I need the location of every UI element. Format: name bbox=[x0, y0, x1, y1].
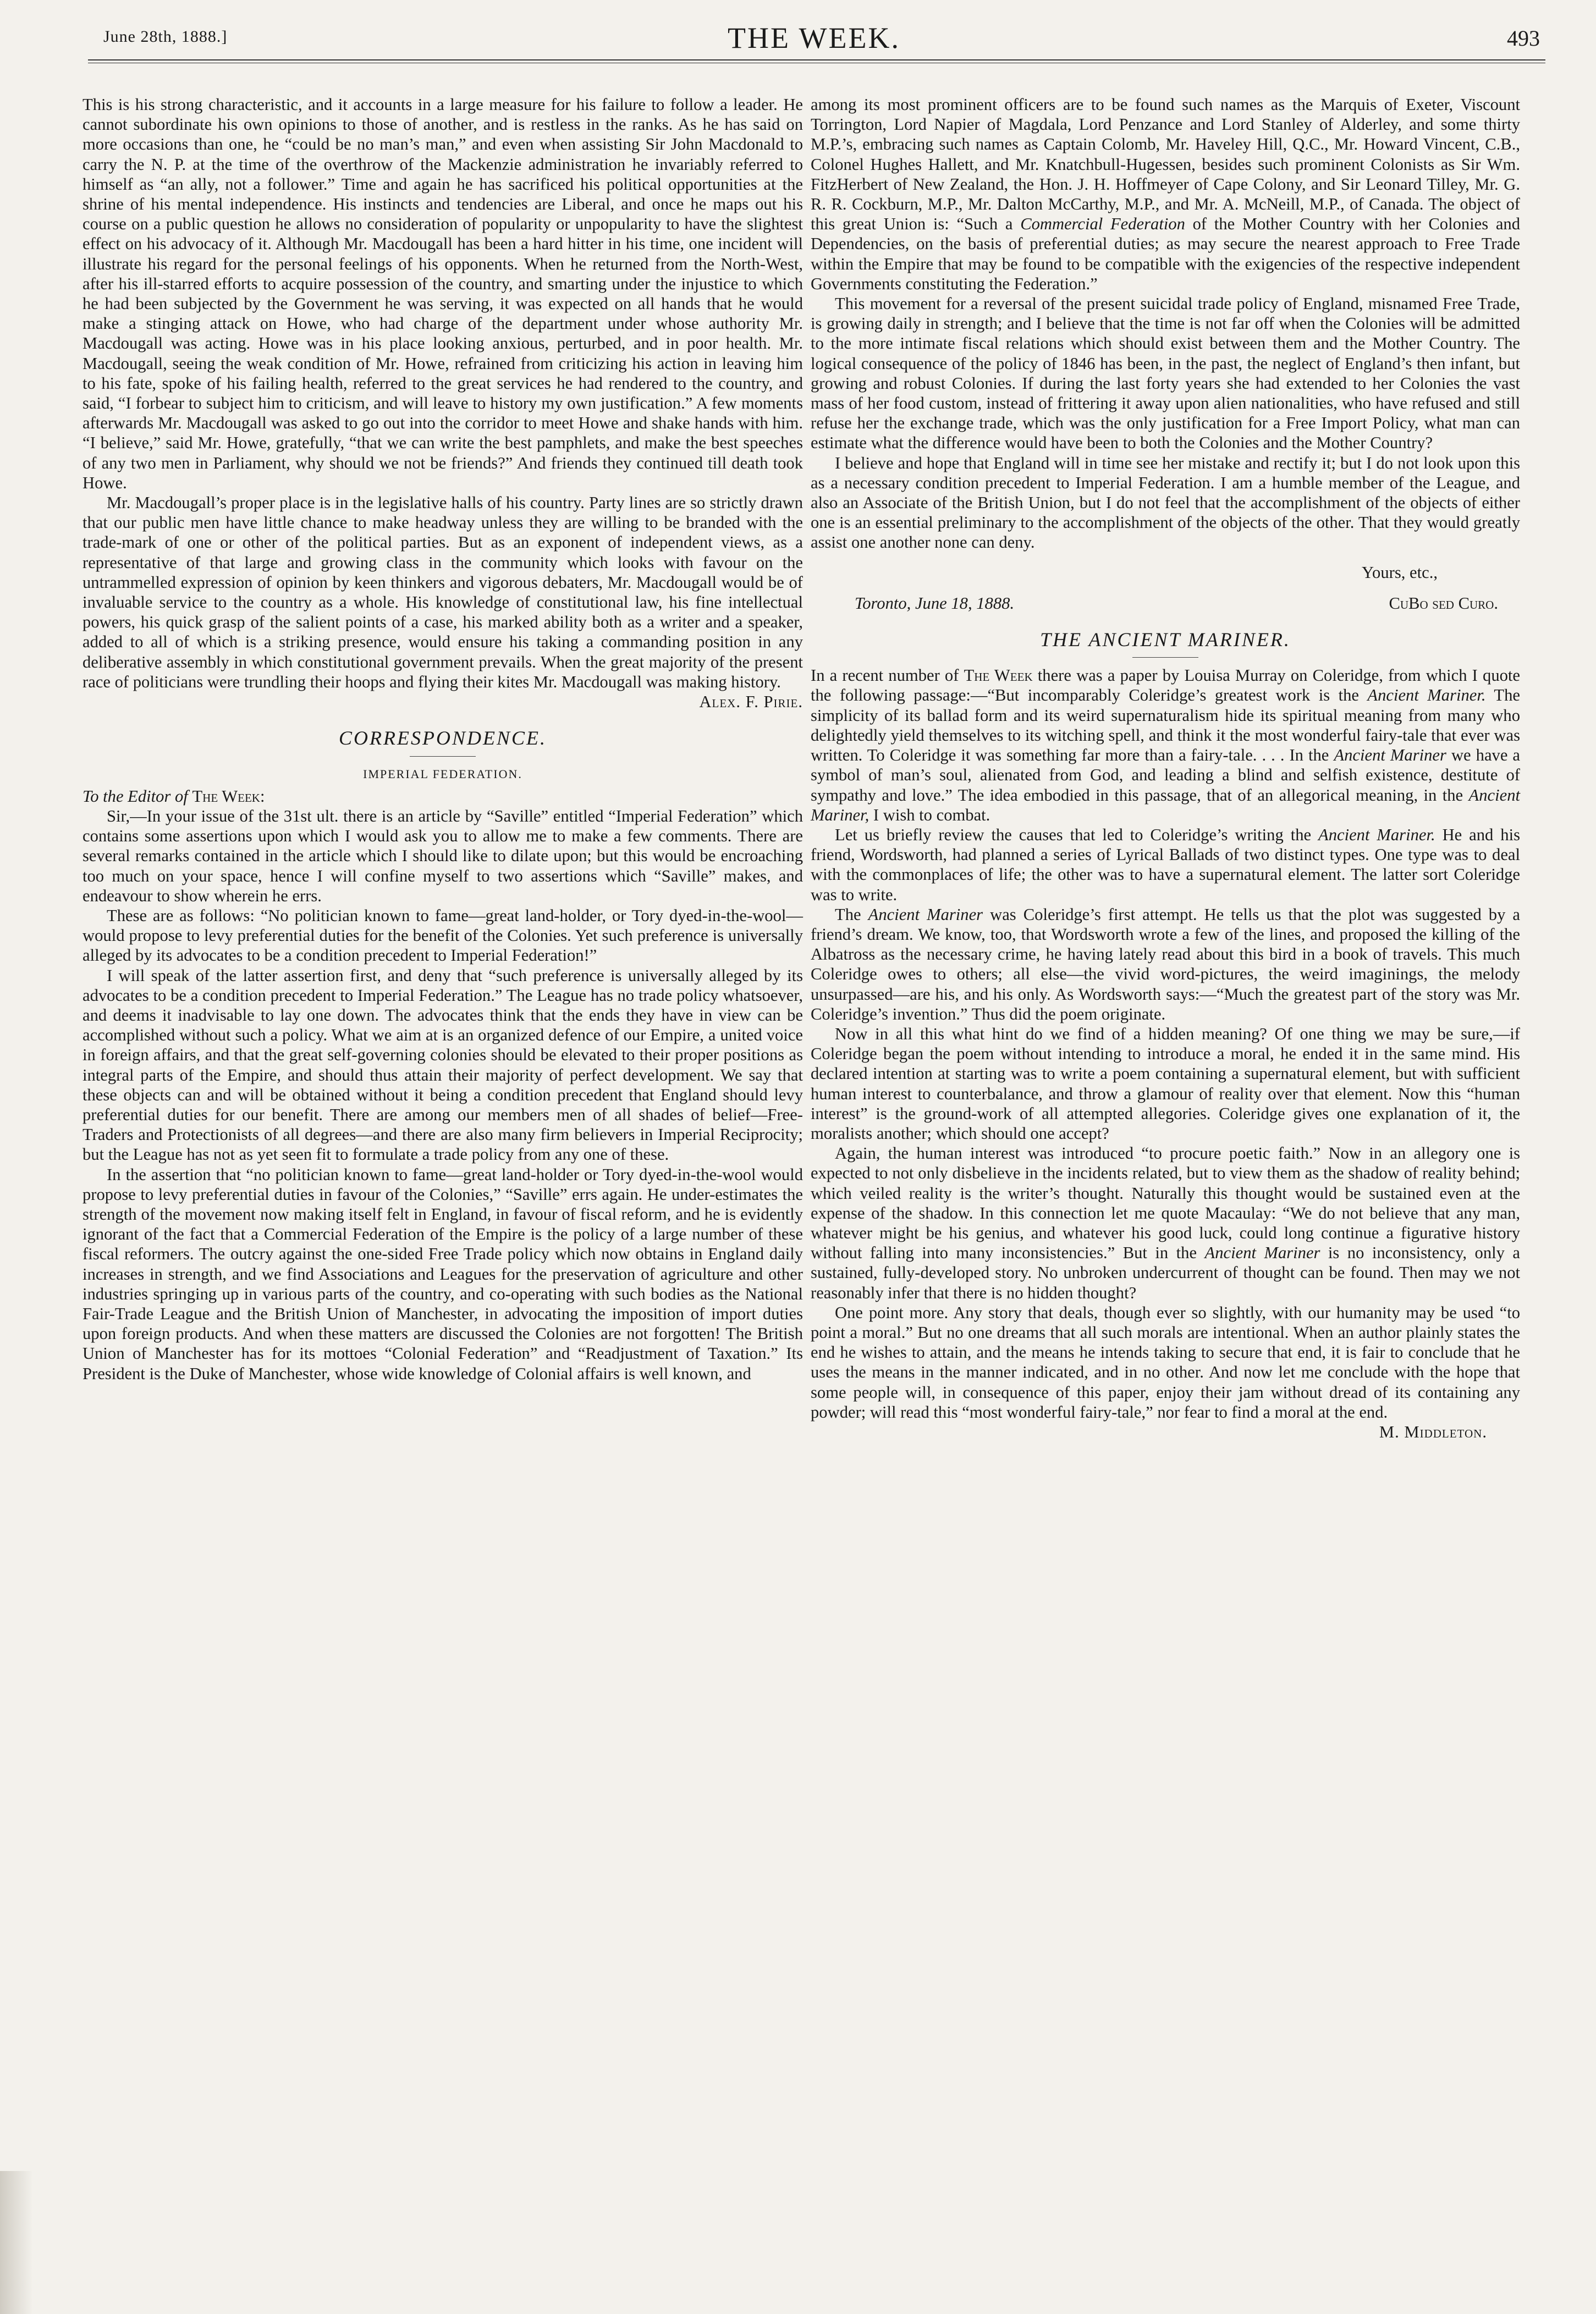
section-rule bbox=[410, 756, 476, 757]
section-title-ancient-mariner: THE ANCIENT MARINER. bbox=[1040, 629, 1291, 651]
letter-paragraph: I will speak of the latter assertion first, and deny that “such preference is universally alleged by its advocates to be a condition precedent to Imperial Federation.” The League has no trade policy whatsoever, and deems it inadvisable to lay one down. The advocates think that the ends they have in view can be accomplished without such a policy. What we aim at is an organized defence of our Empire, a united voice in foreign affairs, and that the great self-governing colonies should be elevated to their proper positions as integral parts of the Empire, and should thus attain their majority of perfect development. We say that these objects can and will be obtained without it being a condition precedent that England should levy preferential duties for our benefit. There are among our members men of all shades of belief—Free-Traders and Protectionists of all degrees—and there are also many firm believers in Imperial Reciprocity; but the League has not as yet seen fit to formulate a trade policy from any one of these. bbox=[82, 966, 803, 1164]
page-edge-shadow bbox=[0, 2171, 33, 2314]
letter-paragraph: I believe and hope that England will in time see her mistake and rectify it; but I do not look upon this as a necessary condition precedent to Imperial Federation. I am a humble member of the League, and also an Associate of the British Union, but I do not feel that the accomplishment of the objects of either one is an essential preliminary to the accomplishment of the objects of the other. That they would greatly assist one another none can deny. bbox=[811, 453, 1520, 552]
essay-paragraph: In a recent number of The Week there was a paper by Louisa Murray on Coleridge, from which I quote the following passage:—“But incomparably Coleridge’s greatest work is the Ancient Mariner. The simplicity of its ballad form and its weird supernaturalism hide its spiritual meaning from many who delightedly yield themselves to its witching spell, and think it the most wonderful fairy-tale that ever was written. To Coleridge it was something far more than a fairy-tale. . . . In the Ancient Mariner we have a symbol of man’s soul, alienated from God, and leading a blind and selfish existence, destitute of sympathy and love.” The idea embodied in this passage, that of an allegorical meaning, in the Ancient Mariner, I wish to combat. bbox=[811, 666, 1521, 824]
section-rule bbox=[1132, 657, 1198, 658]
masthead-title: THE WEEK. bbox=[728, 21, 900, 54]
letter-paragraph: These are as follows: “No politician known to fame—great land-holder, or Tory dyed-in-the-wool—would propose to levy preferential duties for the benefit of the Colonies. Yet such preference is universally alleged by its advocates to be a condition precedent to Imperial Federation!” bbox=[82, 906, 803, 965]
page-header bbox=[88, 21, 1540, 59]
letter-signature: CuBo sed Curo. bbox=[1389, 593, 1498, 613]
letter-place-date: Toronto, June 18, 1888. bbox=[855, 593, 1015, 613]
letter-subhead: IMPERIAL FEDERATION. bbox=[363, 767, 522, 781]
essay-paragraph: The Ancient Mariner was Coleridge’s first attempt. He tells us that the plot was suggested by a friend’s dream. We know, too, that Wordsworth wrote a few of the lines, and proposed the killing of the Albatross as the necessary crime, he having lately read about this bird in a book of travels. This much Coleridge owes to others; all else—the vivid word-pictures, the weird imaginings, the melody unsurpassed—are his, and his only. As Wordsworth says:—“Much the greatest part of the story was Mr. Coleridge’s invention.” Thus did the poem originate. bbox=[811, 905, 1521, 1023]
essay-signature: M. Middleton. bbox=[1379, 1423, 1487, 1441]
letter-salutation: To the Editor of The Week: bbox=[82, 786, 265, 806]
article-paragraph: Mr. Macdougall’s proper place is in the legislative halls of his country. Party lines are so strictly drawn that our public men have little chance to make headway unless they are willing to be branded with the trade-mark of one or other of the political parties. But as an exponent of independent views, as a representative of that large and growing class in the community which looks with favour on the untrammelled expression of opinion by keen thinkers and vigorous debaters, Mr. Macdougall would be of invaluable service to the country as a whole. His knowledge of constitutional law, his fine intellectual powers, his quick grasp of the salient points of a case, his marked ability both as a writer and a speaker, added to all of which is a striking presence, would ensure his taking a commanding position in any deliberative assembly in which constitutional government prevails. When the great majority of the present race of politicians were trundling their hoops and flying their kites Mr. Macdougall was making history. bbox=[82, 493, 803, 691]
left-column bbox=[82, 95, 803, 1384]
letter-paragraph: among its most prominent officers are to be found such names as the Marquis of Exeter, Viscount Torrington, Lord Napier of Magdala, Lord Penzance and Lord Stanley of Alderley, and some thirty M.P.’s, embracing such names as Captain Colomb, Mr. Haveley Hill, Q.C., Mr. Howard Vincent, C.B., Colonel Hughes Hallett, and Mr. Knatchbull-Hugessen, besides such prominent Colonists as Sir Wm. FitzHerbert of New Zealand, the Hon. J. H. Hoffmeyer of Cape Colony, and Sir Leonard Tilley, Mr. G. R. R. Cockburn, M.P., Mr. Dalton McCarthy, M.P., and Mr. A. McNeill, M.P., of Canada. The object of this great Union is: “Such a Commercial Federation of the Mother Country with her Colonies and Dependencies, on the basis of preferential duties; as may secure the nearest approach to Free Trade within the Empire that may be found to be compatible with the exigencies of the respective independent Governments constituting the Federation.” bbox=[811, 95, 1521, 293]
essay-paragraph: Let us briefly review the causes that led to Coleridge’s writing the Ancient Mariner. He and his friend, Wordsworth, had planned a series of Lyrical Ballads of two distinct types. One type was to deal with the commonplaces of life; the other was to have a supernatural element. The latter sort Coleridge was to write. bbox=[811, 825, 1520, 904]
article-signature: Alex. F. Pirie. bbox=[699, 692, 803, 712]
essay-paragraph: Now in all this what hint do we find of a hidden meaning? Of one thing we may be sure,—if Coleridge began the poem without intending to introduce a moral, he ended it in the same mind. His declared intention at starting was to write a poem containing a supernatural element, but with sufficient human interest to counterbalance, and throw a glamour of reality over that element. Now this “human interest” is the ground-work of all attempted allegories. Coleridge gives one explanation of it, the moralists another; which should one accept? bbox=[811, 1024, 1520, 1143]
article-paragraph: This is his strong characteristic, and it accounts in a large measure for his failure to follow a leader. He cannot subordinate his own opinions to those of another, and is restless in the ranks. As he has said on more occasions than one, he “could be no man’s man,” and even when assisting Sir John Macdonald to carry the N. P. at the time of the overthrow of the Mackenzie administration he invariably referred to himself as “an ally, not a follower.” Time and again he has sacrificed his political opportunities at the shrine of his mental independence. His instincts and tendencies are Liberal, and once he maps out his course on a public question he allows no consideration of popularity or unpopularity to have the slightest effect on his advocacy of it. Although Mr. Macdougall has been a hard hitter in his time, one incident will illustrate his regard for the personal feelings of his opponents. When he returned from the North-West, after his ill-starred efforts to acquire possession of the country, and smarting under the injustice to which he had been subjected by the Government he was serving, it was expected on all hands that he would make a stinging attack on Howe, who had charge of the department under whose authority Mr. Macdougall was acting. Howe was in his place looking anxious, perturbed, and in poor health. Mr. Macdougall, seeing the weak condition of Mr. Howe, refrained from criticizing his action in leaving him to his fate, spoke of his failing health, referred to the great services he had rendered to the country, and said, “I forbear to subject him to criticism, and will leave to history my own justification.” A few moments afterwards Mr. Macdougall was asked to go out into the corridor to meet Howe and shake hands with him. “I believe,” said Mr. Howe, gratefully, “that we can write the best pamphlets, and make the best speeches of any two men in Parliament, why should we not be friends?” And friends they continued till death took Howe. bbox=[82, 95, 803, 492]
letter-paragraph: Sir,—In your issue of the 31st ult. there is an article by “Saville” entitled “Imperial Federation” which contains some assertions upon which I would ask you to allow me to make a few comments. There are several remarks contained in the article which I should like to dilate upon; but this would be encroaching too much on your space, hence I will confine myself to two assertions which “Saville” makes, and endeavour to show wherein he errs. bbox=[82, 806, 803, 905]
letter-paragraph: In the assertion that “no politician known to fame—great land-holder or Tory dyed-in-the-wool would propose to levy preferential duties in favour of the Colonies,” “Saville” errs again. He under-estimates the strength of the movement now making itself felt in England, in favour of fiscal reform, and he is evidently ignorant of the fact that a Commercial Federation of the Empire is the policy of a large number of these fiscal reformers. The outcry against the one-sided Free Trade policy which now obtains in England daily increases in strength, and we find Associations and Leagues for the preservation of agriculture and other industries springing up in various parts of the country, and co-operating with such bodies as the National Fair-Trade League and the British Union of Manchester, in advocating the imposition of import duties upon foreign products. And when these matters are discussed the Colonies are not forgotten! The British Union of Manchester has for its mottoes “Colonial Federation” and “Readjustment of Taxation.” Its President is the Duke of Manchester, whose wide knowledge of Colonial affairs is well known, and bbox=[82, 1165, 803, 1383]
header-rule bbox=[88, 59, 1545, 60]
letter-dateline bbox=[811, 593, 1520, 613]
page-number: 493 bbox=[1507, 26, 1540, 51]
letter-paragraph: This movement for a reversal of the present suicidal trade policy of England, misnamed Free Trade, is growing daily in strength; and I believe that the time is not far off when the Colonies will be admitted to the more intimate fiscal relations which should exist between them and the Mother Country. The logical consequence of the policy of 1846 has been, in the past, the neglect of England’s then infant, but growing and robust Colonies. If during the last forty years she had extended to her Colonies the vast mass of her food custom, instead of frittering it away upon alien nationalities, who have refused and still refuse her the exchange trade, which was the only justification for a Free Import Policy, what man can estimate what the difference would have been to both the Colonies and the Mother Country? bbox=[811, 294, 1520, 453]
letter-closing: Yours, etc., bbox=[1362, 563, 1438, 582]
right-column bbox=[811, 95, 1520, 1442]
section-title-correspondence: CORRESPONDENCE. bbox=[339, 727, 547, 750]
essay-paragraph: One point more. Any story that deals, though ever so slightly, with our humanity may be used “to point a moral.” But no one dreams that all such morals are intentional. When an author plainly states the end he wishes to attain, and the means he intends taking to secure that end, it is fair to conclude that he uses the means in the manner indicated, and in no other. And now let me conclude with the hope that some people will, in consequence of this paper, enjoy their jam without dread of its containing any powder; will read this “most wonderful fairy-tale,” nor fear to find a moral at the end. bbox=[811, 1303, 1520, 1422]
issue-date: June 28th, 1888.] bbox=[103, 27, 228, 46]
essay-paragraph: Again, the human interest was introduced “to procure poetic faith.” Now in an allegory one is expected to not only disbelieve in the incidents related, but to view them as the shadow of reality behind; which veiled reality is the writer’s thought. Naturally this thought would be sustained even at the expense of the shadow. In this connection let me quote Macaulay: “We do not believe that any man, whatever might be his genius, and whatever his good luck, could long continue a figurative history without falling into many inconsistencies.” But in the Ancient Mariner is no inconsistency, only a sustained, fully-developed story. No unbroken undercurrent of thought can be found. Then may we not reasonably infer that there is no hidden thought? bbox=[811, 1144, 1520, 1302]
